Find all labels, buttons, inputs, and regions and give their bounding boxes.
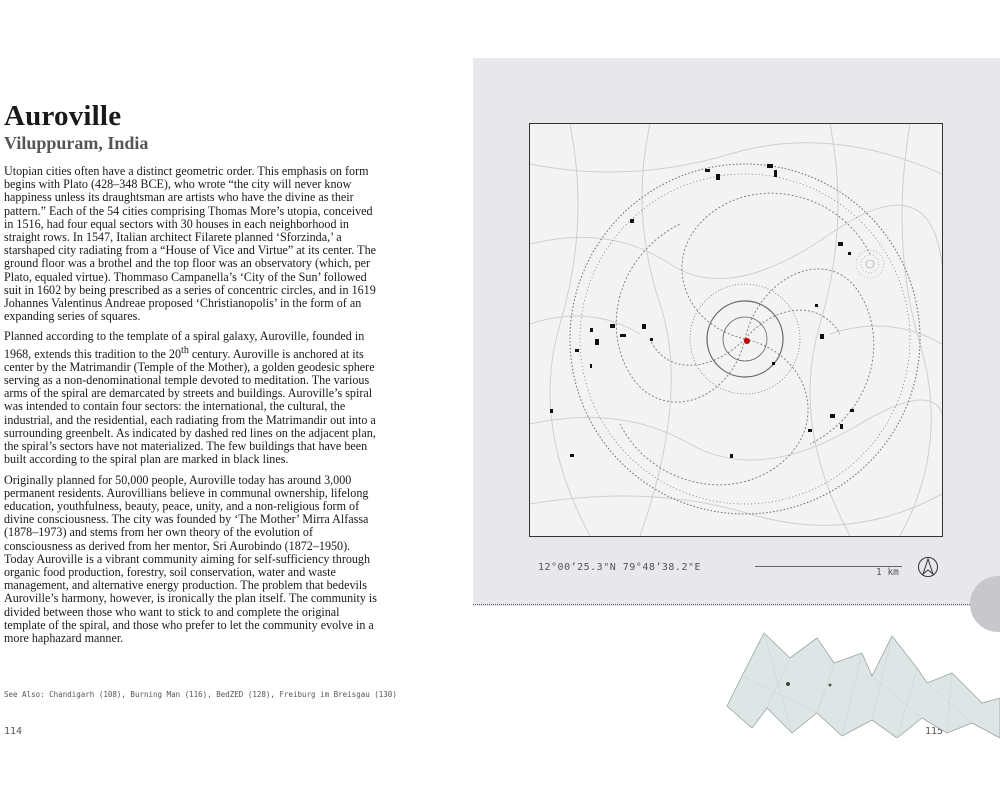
page-number-left: 114 [4,726,23,737]
paragraph-1: Utopian cities often have a distinct geometric order. This emphasis on form begins with Plato (428–348 BCE), who wrote “the city will never know happiness unless its draughtsman are artists who have the divine as their pattern.” Each of the 54 cities comprising Thomas More’s utopia, conceived in 1516, had four equal sectors with 30 houses in each neighborhood in straight rows. In 1547, Italian architect Filarete planned ‘Sforzinda,’ a starshaped city radiating from a “House of Vice and Virtue” at its center. The ground floor was a brothel and the top floor was an observatory (which, per Plato, equaled virtue). Thommaso Campanella’s ‘City of the Sun’ followed suit in 1602 by being prescribed as a series of concentric circles, and in 1619 Johannes Valentinus Andreae proposed ‘Christianopolis’ in the form of an expanding series of squares. [4,164,376,324]
article-body [4,165,382,652]
north-arrow-icon [917,556,939,578]
greenbelt-textures [856,250,884,278]
page-title: Auroville [4,100,122,132]
dotted-divider [473,604,970,605]
map-drawing [530,124,942,536]
paragraph-2-end: century. Auroville is anchored at its center by the Matrimandir (Temple of the Mother), a golden geodesic sphere serving as a non-denominational temple devoted to meditation. The various arms of the spiral are demarcated by streets and buildings. Auroville’s spiral was intended to contain four sectors: the international, the cultural, the industrial, and the residential, each radiating from the Matrimandir out into a surrounding greenbelt. As indicated by dashed red lines on the adjacent plan, the spiral’s sectors have not materialized. The few buildings that have been built according to the spiral plan are marked in black lines. [4,346,376,467]
paragraph-2 [4,330,382,466]
dymaxion-locator-map [722,628,1000,738]
page-number-right: 115 [925,726,944,737]
paragraph-2-start: Planned according to the template of a spiral galaxy, Auroville, founded in 1968, extends this tradition to the 20 [4,329,365,361]
locator-point [829,684,832,687]
auroville-plan-map [529,123,943,537]
map-coordinates: 12°00’25.3"N 79°48’38.2"E [538,562,702,573]
matrimandir-marker [744,338,750,344]
locator-marker [786,682,790,686]
see-also-note: See Also: Chandigarh (108), Burning Man (116), BedZED (128), Freiburg im Breisgau (130) [4,690,397,699]
locator-shapes [727,633,1000,738]
ordinal-suffix: th [181,344,189,356]
page-subtitle: Viluppuram, India [4,133,149,153]
scale-label: 1 km [876,567,899,578]
paragraph-3: Originally planned for 50,000 people, Auroville today has around 3,000 permanent residents. Aurovillians believe in communal ownership, lifelong education, youthfulness, beauty, peace, unity, and a non-religious form of divine consciousness. The city was founded by ‘The Mother’ Mirra Alfassa (1878–1973) and stems from her own theory of the evolution of consciousness as derived from her mentor, Sri Aurobindo (1872–1950). Today Auroville is a vibrant community aiming for self-sufficiency through organic food production, forestry, soil conservation, water and waste management, and alternative energy production. The problem that bedevils Auroville’s harmony, however, is ironically the plan itself. The community is divided between those who want to stick to and complete the original template of the spiral, and those who prefer to let the community evolve in a more haphazard manner. [4,472,378,645]
